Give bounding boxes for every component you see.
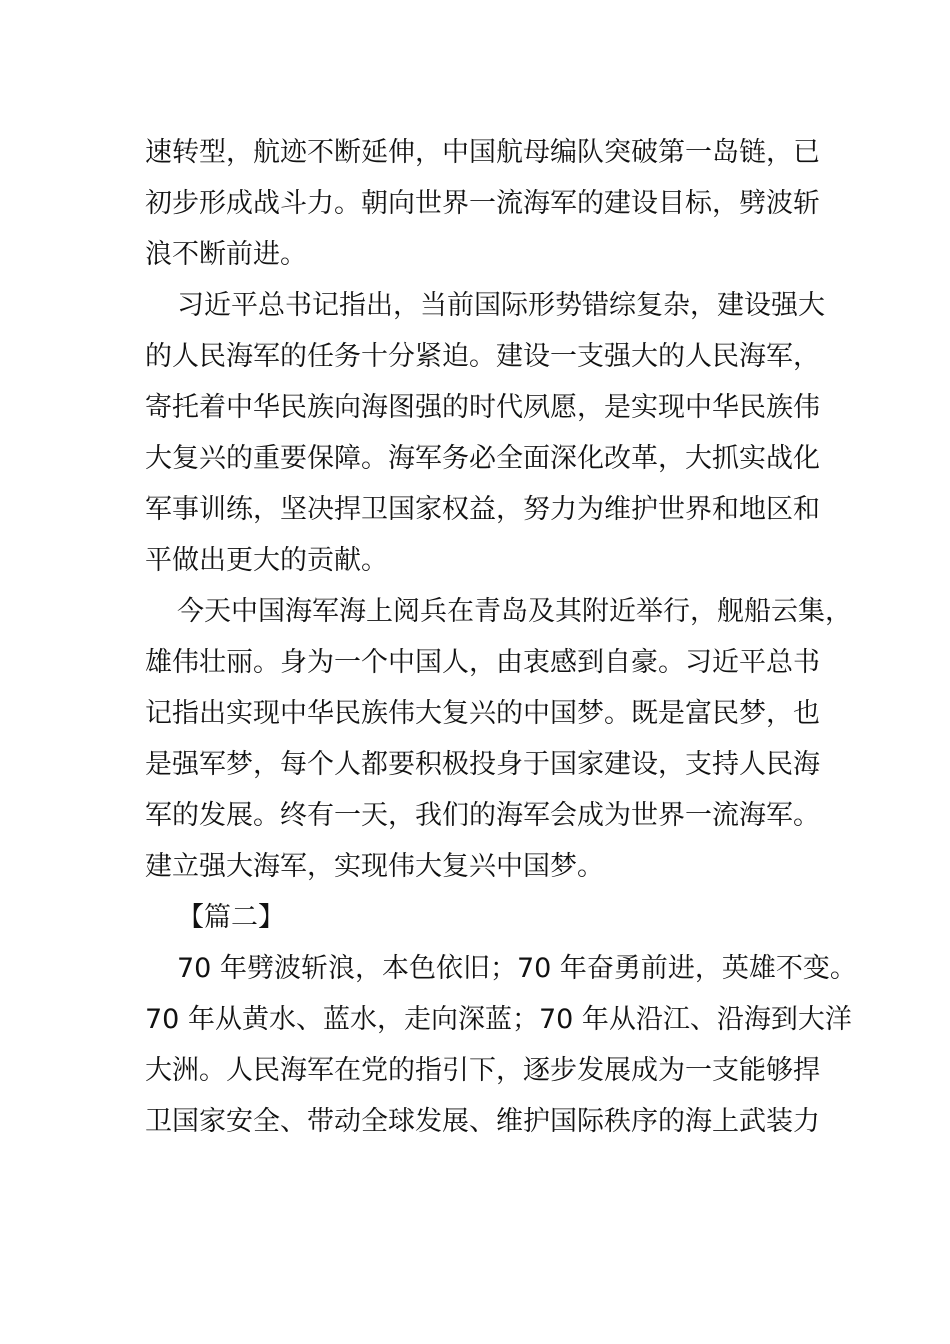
text-line: 今天中国海军海上阅兵在青岛及其附近举行，舰船云集，: [177, 596, 852, 627]
text-line: 军事训练，坚决捍卫国家权益，努力为维护世界和地区和: [145, 494, 820, 525]
text-line: 的人民海军的任务十分紧迫。建设一支强大的人民海军，: [145, 341, 820, 372]
text-line: 卫国家安全、带动全球发展、维护国际秩序的海上武装力: [145, 1106, 820, 1137]
text-line: 雄伟壮丽。身为一个中国人，由衷感到自豪。习近平总书: [145, 647, 820, 678]
document-body: [145, 127, 857, 1147]
text-line: 浪不断前进。: [145, 239, 307, 270]
text-line: 记指出实现中华民族伟大复兴的中国梦。既是富民梦，也: [145, 698, 820, 729]
text-line: 大洲。人民海军在党的指引下，逐步发展成为一支能够捍: [145, 1055, 820, 1086]
section-heading-text: 【篇二】: [177, 902, 285, 933]
text-line: 大复兴的重要保障。海军务必全面深化改革，大抓实战化: [145, 443, 820, 474]
text-line: 70 年劈波斩浪，本色依旧；70 年奋勇前进，英雄不变。: [177, 953, 857, 984]
text-line: 习近平总书记指出，当前国际形势错综复杂，建设强大: [177, 290, 825, 321]
text-line: 平做出更大的贡献。: [145, 545, 388, 576]
paragraph: [145, 586, 852, 892]
paragraph: [145, 280, 825, 586]
text-line: 70 年从黄水、蓝水，走向深蓝；70 年从沿江、沿海到大洋: [145, 1004, 852, 1035]
paragraph: [145, 127, 820, 280]
section-heading: [145, 892, 815, 943]
text-line: 是强军梦，每个人都要积极投身于国家建设，支持人民海: [145, 749, 820, 780]
text-line: 寄托着中华民族向海图强的时代夙愿，是实现中华民族伟: [145, 392, 820, 423]
text-line: 初步形成战斗力。朝向世界一流海军的建设目标，劈波斩: [145, 188, 820, 219]
text-line: 军的发展。终有一天，我们的海军会成为世界一流海军。: [145, 800, 820, 831]
text-line: 速转型，航迹不断延伸，中国航母编队突破第一岛链，已: [145, 137, 820, 168]
paragraph: [145, 943, 857, 1147]
text-line: 建立强大海军，实现伟大复兴中国梦。: [145, 851, 604, 882]
